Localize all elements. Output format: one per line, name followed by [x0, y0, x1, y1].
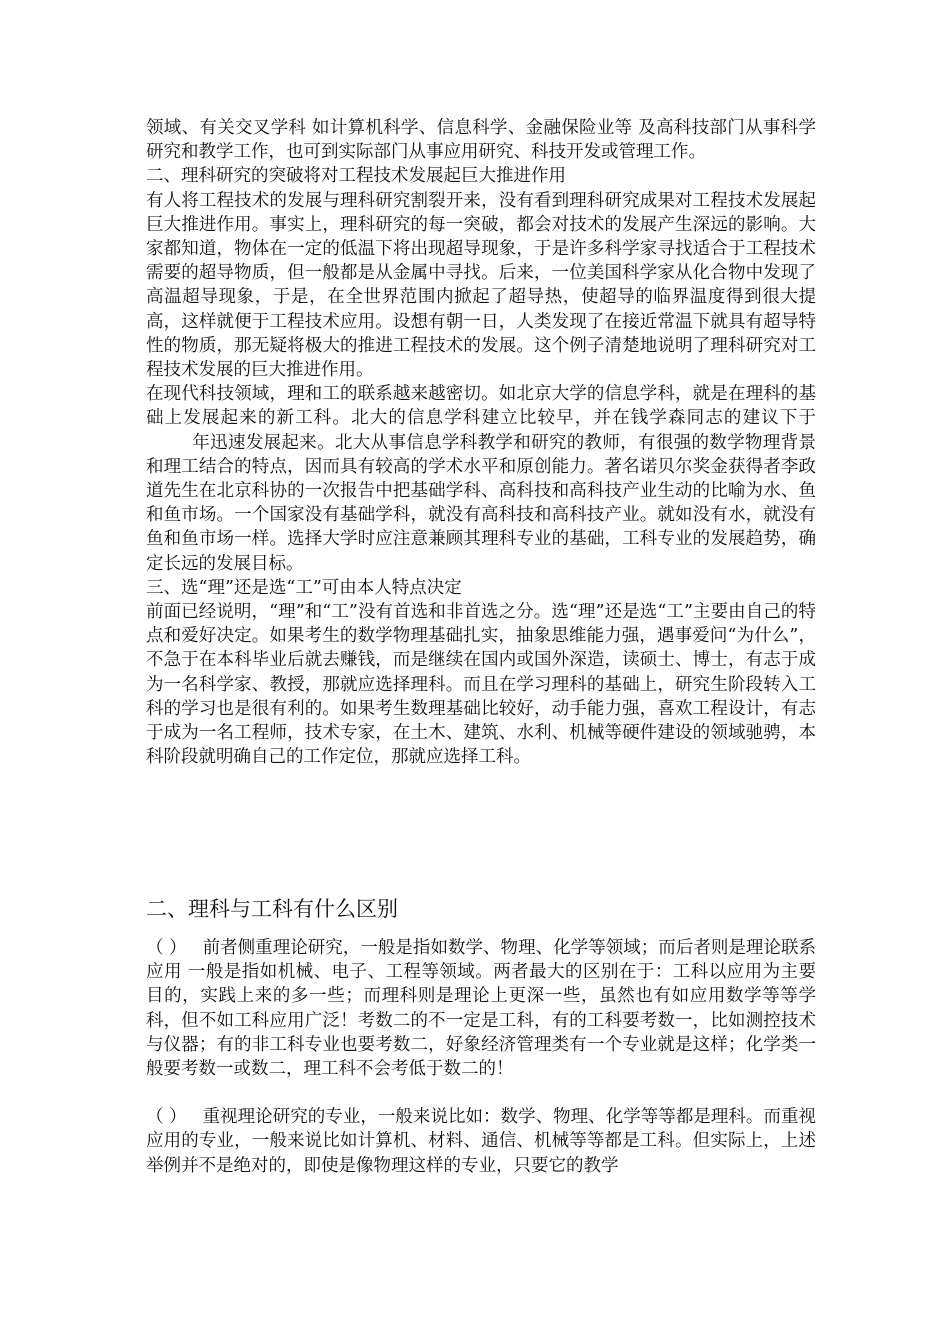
- blank-parenthesis: （ ）: [146, 938, 187, 958]
- subheading-2: 二、理科研究的突破将对工程技术发展起巨大推进作用: [146, 166, 566, 187]
- paragraph-theory-application-text: 重视理论研究的专业，一般来说比如：数学、物理、化学等等都是理科。而重视应用的专业，一般来说比如计算机、材料、通信、机械等等都是工科。但实际上，上述举例并不是绝对的，即使是像物理这样的专业，只要它的教学: [146, 1107, 816, 1176]
- paragraph-theory-application: [146, 1105, 816, 1178]
- paragraph-difference: [146, 936, 816, 1081]
- paragraph-difference-text: 前者侧重理论研究，一般是指如数学、物理、化学等领域；而后者则是理论联系应用 一般是指如机械、电子、工程等领域。两者最大的区别在于：工科以应用为主要目的，实践上来的多一些；而理科则是理论上更深一些，虽然也有如应用数学等等学科，但不如工科应用广泛！考数二的不一定是工科，有的工科要考数一，比如测控技术与仪器；有的非工科专业也要考数二，好象经济管理类有一个专业就是这样；化学类一般要考数一或数二，理工科不会考低于数二的！: [146, 938, 816, 1080]
- section-heading-2: 二、理科与工科有什么区别: [146, 897, 398, 921]
- paragraph-part-a: 在现代科技领域，理和工的联系越来越密切。如北京大学的信息学科，就是在理科的基础上发展起来的新工科。北大的信息学科建立比较早，并在钱学森同志的建议下于: [146, 384, 816, 429]
- subheading-3: 三、选“理”还是选“工”可由本人特点决定: [146, 577, 462, 598]
- blank-parenthesis: （ ）: [146, 1107, 187, 1128]
- section-body-2: [146, 936, 816, 1178]
- section-body-1: [146, 116, 816, 769]
- paragraph-peking-university: [146, 382, 816, 576]
- paragraph-superconductor: 有人将工程技术的发展与理科研究割裂开来，没有看到理科研究成果对工程技术发展起巨大推进作用。事实上，理科研究的每一突破，都会对技术的发展产生深远的影响。大家都知道，物体在一定的低温下将出现超导现象，于是许多科学家寻找适合于工程技术需要的超导物质，但一般都是从金属中寻找。后来，一位美国科学家从化合物中发现了高温超导现象，于是，在全世界范围内掀起了超导热，使超导的临界温度得到很大提高，这样就便于工程技术应用。设想有朝一日，人类发现了在接近常温下就具有超导特性的物质，那无疑将极大的推进工程技术的发展。这个例子清楚地说明了理科研究对工程技术发展的巨大推进作用。: [146, 190, 816, 381]
- paragraph-part-b: 年迅速发展起来。北大从事信息学科教学和研究的教师，有很强的数学物理背景和理工结合的特点，因而具有较高的学术水平和原创能力。著名诺贝尔奖金获得者李政道先生在北京科协的一次报告中把基础学科、高科技和高科技产业生动的比喻为水、鱼和鱼市场。一个国家没有基础学科，就没有高科技和高科技产业。就如没有水，就没有鱼和鱼市场一样。选择大学时应注意兼顾其理科专业的基础，工科专业的发展趋势，确定长远的发展目标。: [146, 432, 816, 574]
- paragraph-choose: 前面已经说明，“理”和“工”没有首选和非首选之分。选“理”还是选“工”主要由自己的特点和爱好决定。如果考生的数学物理基础扎实，抽象思维能力强，遇事爱问“为什么”，不急于在本科毕业后就去赚钱，而是继续在国内或国外深造，读硕士、博士，有志于成为一名科学家、教授，那就应选择理科。而且在学习理科的基础上，研究生阶段转入工科的学习也是很有利的。如果考生数理基础比较好，动手能力强，喜欢工程设计，有志于成为一名工程师，技术专家，在土木、建筑、水利、机械等硬件建设的领域驰骋，本科阶段就明确自己的工作定位，那就应选择工科。: [146, 602, 816, 768]
- paragraph-intro: 领域、有关交叉学科 如计算机科学、信息科学、金融保险业等 及高科技部门从事科学研究和教学工作，也可到实际部门从事应用研究、科技开发或管理工作。: [146, 118, 816, 163]
